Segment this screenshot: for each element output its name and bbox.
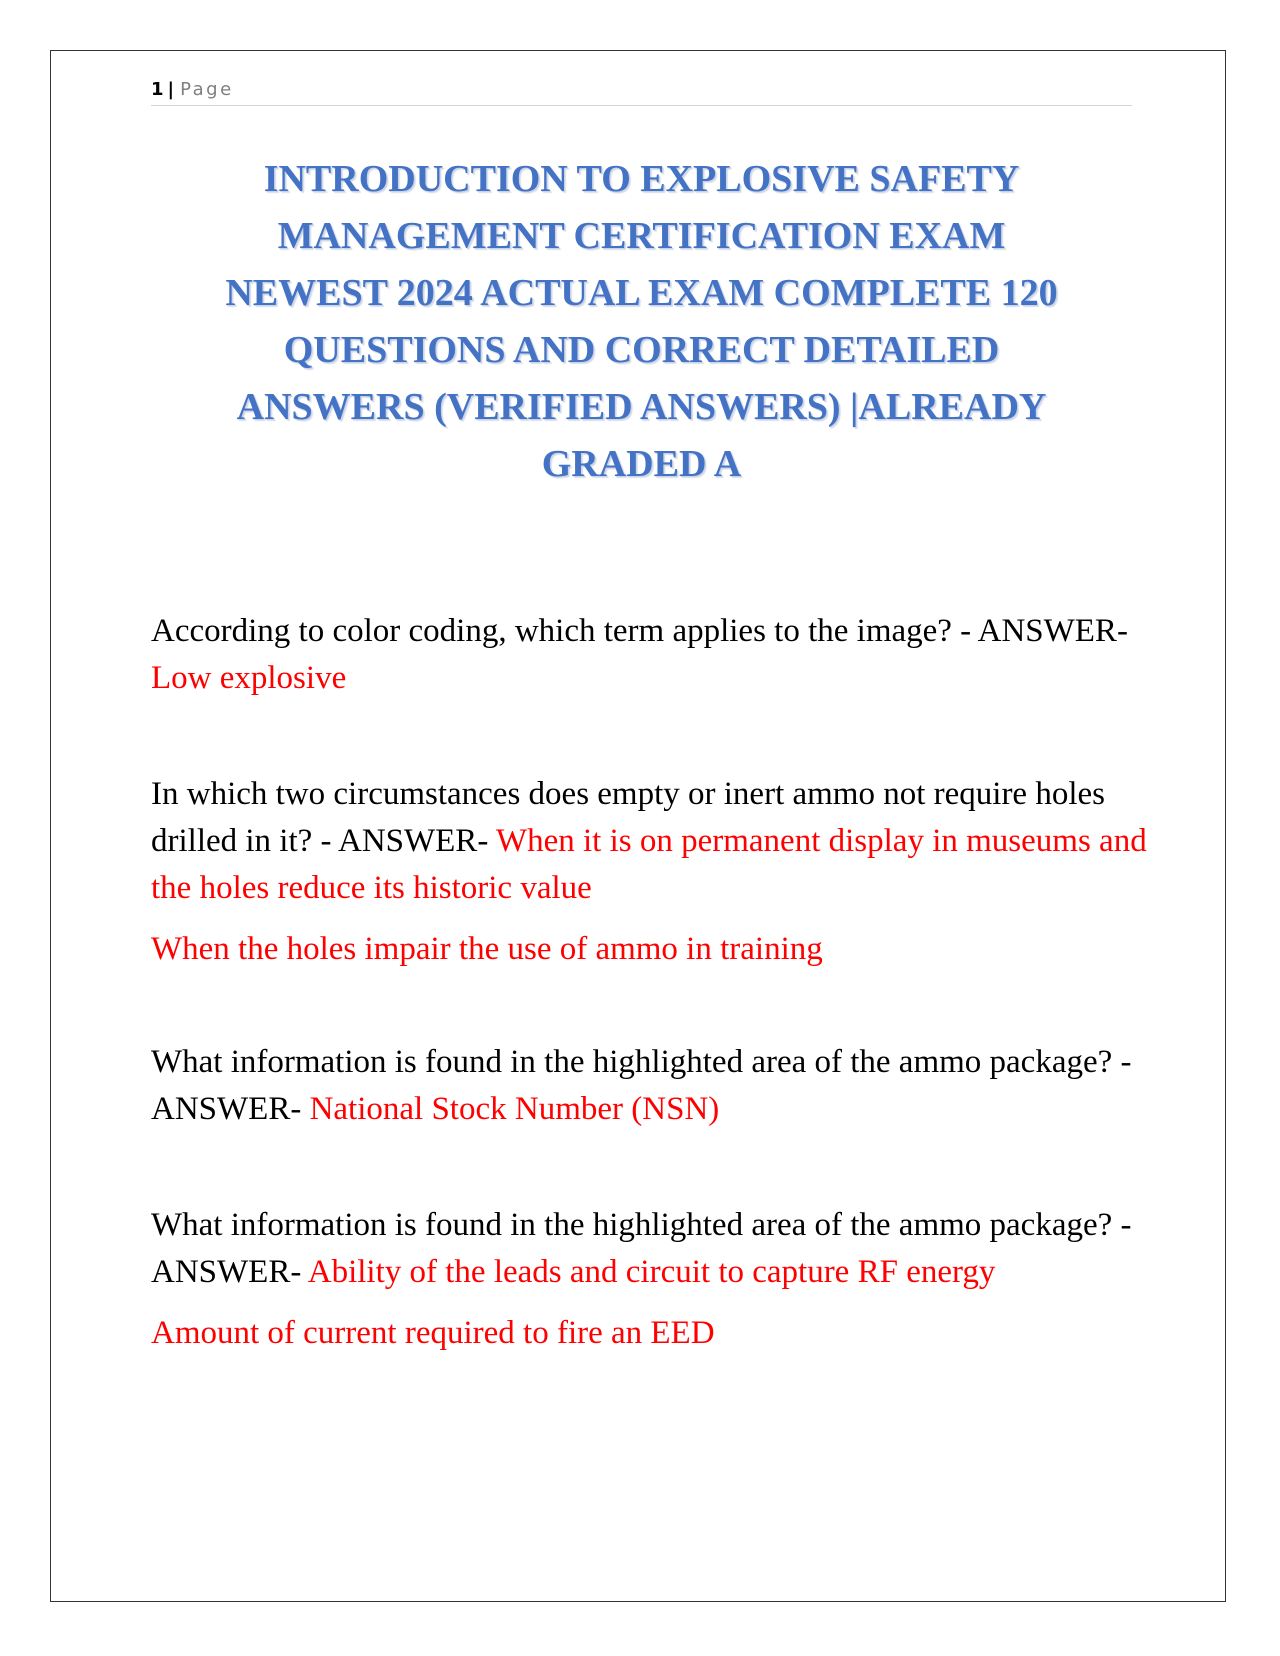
page-header (151, 79, 1132, 106)
title-line: MANAGEMENT CERTIFICATION EXAM (277, 215, 1006, 257)
page-number: 1 (151, 79, 164, 100)
question-text: What information is found in the highlighted area of the ammo package? - (151, 1207, 1132, 1243)
title-line: QUESTIONS AND CORRECT DETAILED (283, 329, 1000, 371)
qa-paragraph (151, 1039, 1151, 1133)
question-text: According to color coding, which term applies to the image? - (151, 613, 972, 649)
answer-marker: ANSWER- (151, 1091, 302, 1127)
title-line: ANSWERS (VERIFIED ANSWERS) |ALREADY (236, 386, 1047, 428)
title-line: INTRODUCTION TO EXPLOSIVE SAFETY (263, 158, 1020, 200)
document-title (151, 151, 1132, 493)
title-line: GRADED A (541, 443, 742, 485)
answer-marker: ANSWER- (151, 1254, 302, 1290)
qa-item-1 (151, 608, 1151, 702)
answer-text: When it is on permanent display in museums and the holes reduce its historic value (151, 823, 1147, 906)
answer-text: Ability of the leads and circuit to capture RF energy (307, 1254, 996, 1290)
question-text: What information is found in the highlighted area of the ammo package? - (151, 1044, 1132, 1080)
answer-marker: ANSWER- (977, 613, 1128, 649)
qa-paragraph (151, 771, 1151, 912)
page-label: Page (180, 79, 234, 100)
page-separator: | (167, 79, 175, 100)
qa-item-4 (151, 1202, 1151, 1357)
extra-answer: Amount of current required to fire an EED (151, 1315, 715, 1351)
qa-paragraph (151, 608, 1151, 702)
extra-answer: When the holes impair the use of ammo in training (151, 931, 823, 967)
qa-paragraph (151, 1202, 1151, 1296)
qa-item-2 (151, 771, 1151, 973)
qa-item-3 (151, 1039, 1151, 1133)
answer-text: National Stock Number (NSN) (309, 1091, 720, 1127)
title-line: NEWEST 2024 ACTUAL EXAM COMPLETE 120 (225, 272, 1058, 314)
question-text: In which two circumstances does empty or inert ammo not require holes drilled in it? - (151, 776, 1105, 859)
answer-text: Low explosive (151, 660, 347, 696)
page (50, 50, 1226, 1602)
answer-marker: ANSWER- (337, 823, 489, 859)
